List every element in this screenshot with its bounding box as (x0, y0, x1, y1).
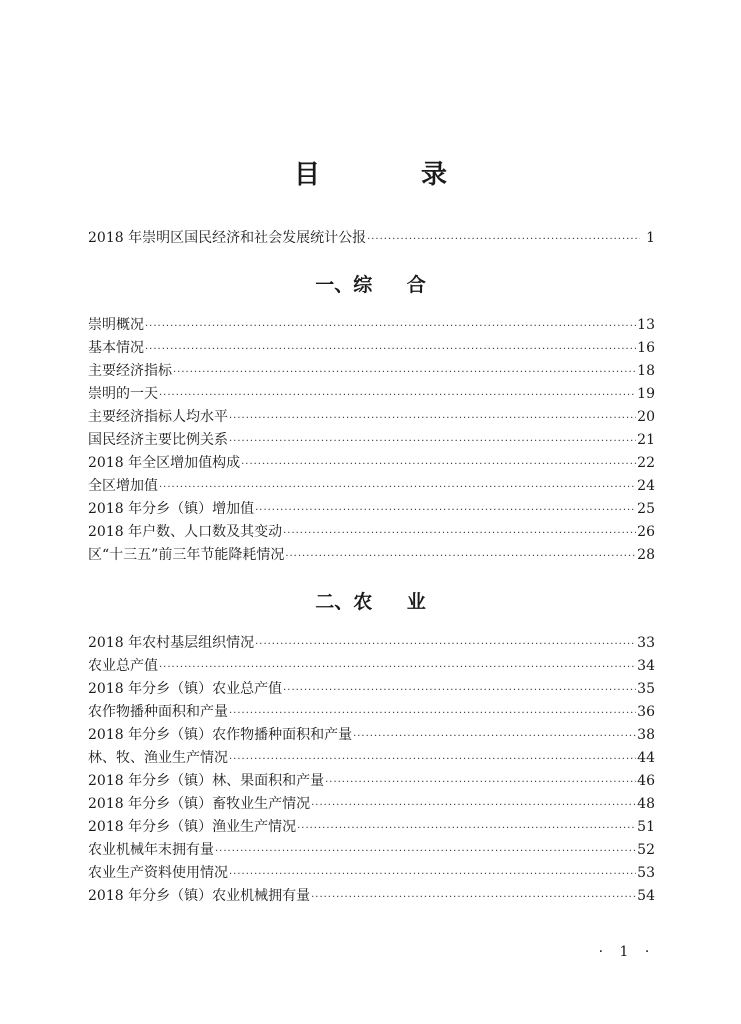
toc-entry[interactable] (88, 655, 655, 678)
toc-entry-label: 全区增加值 (88, 478, 158, 494)
toc-entry-label: 崇明的一天 (88, 386, 158, 402)
toc-entry[interactable] (88, 724, 655, 747)
dot-leader (173, 361, 636, 384)
dot-leader (229, 407, 636, 430)
dot-leader (285, 545, 636, 568)
toc-entry-label: 主要经济指标人均水平 (88, 409, 228, 425)
toc-entry[interactable] (88, 816, 655, 839)
toc-section-general (88, 314, 655, 567)
page-number: · 1 · (598, 944, 656, 960)
toc-entry-page: 28 (637, 547, 655, 563)
toc-section-agriculture (88, 632, 655, 908)
toc-entry-label: 农作物播种面积和产量 (88, 704, 228, 720)
toc-entry-page: 19 (637, 386, 655, 402)
toc-entry[interactable] (88, 337, 655, 360)
dot-leader (255, 633, 636, 656)
dot-leader (311, 886, 636, 909)
toc-entry-label: 2018 年分乡（镇）渔业生产情况 (88, 819, 297, 835)
toc-entry-label: 2018 年分乡（镇）农作物播种面积和产量 (88, 727, 353, 743)
toc-entry-label: 基本情况 (88, 340, 144, 356)
toc-entry[interactable] (88, 544, 655, 567)
toc-entry-page: 35 (637, 681, 655, 697)
toc-entry[interactable] (88, 227, 655, 250)
toc-entry[interactable] (88, 521, 655, 544)
toc-entry-label: 农业生产资料使用情况 (88, 865, 228, 881)
toc-entry-label: 2018 年分乡（镇）农业机械拥有量 (88, 888, 311, 904)
toc-entry[interactable] (88, 701, 655, 724)
toc-entry[interactable] (88, 406, 655, 429)
dot-leader (229, 748, 636, 771)
toc-entry-label: 2018 年农村基层组织情况 (88, 635, 255, 651)
toc-entry-label: 国民经济主要比例关系 (88, 432, 228, 448)
toc-entry-label: 2018 年户数、人口数及其变动 (88, 524, 283, 540)
dot-leader (159, 476, 636, 499)
toc-entry[interactable] (88, 747, 655, 770)
toc-entry-page: 13 (637, 317, 655, 333)
toc-entry-page: 34 (637, 658, 655, 674)
toc-entry[interactable] (88, 429, 655, 452)
dot-leader (229, 430, 636, 453)
dot-leader (145, 338, 636, 361)
toc-entry-page: 52 (637, 842, 655, 858)
toc-entry-label: 区“十三五”前三年节能降耗情况 (88, 547, 285, 563)
dot-leader (229, 702, 636, 725)
dot-leader (283, 522, 636, 545)
toc-entry-label: 农业总产值 (88, 658, 158, 674)
toc-entry-label: 林、牧、渔业生产情况 (88, 750, 228, 766)
section-heading: 二、农 业 (315, 591, 426, 613)
dot-leader (283, 679, 636, 702)
toc-entry-page: 16 (637, 340, 655, 356)
dot-leader (229, 863, 636, 886)
toc-entry[interactable] (88, 383, 655, 406)
toc-entry-label: 主要经济指标 (88, 363, 172, 379)
toc-entry[interactable] (88, 770, 655, 793)
toc-entry[interactable] (88, 793, 655, 816)
toc-entry-label: 崇明概况 (88, 317, 144, 333)
toc-entry-page: 46 (637, 773, 655, 789)
toc-entry[interactable] (88, 475, 655, 498)
toc-entry-page: 26 (637, 524, 655, 540)
toc-entry-page: 21 (637, 432, 655, 448)
toc-entry[interactable] (88, 885, 655, 908)
dot-leader (215, 840, 636, 863)
dot-leader (311, 794, 636, 817)
dot-leader (297, 817, 636, 840)
toc-entry-page: 53 (637, 865, 655, 881)
toc-entry-page: 36 (637, 704, 655, 720)
section-heading: 一、综 合 (315, 274, 426, 296)
toc-entry[interactable] (88, 452, 655, 475)
toc-entry[interactable] (88, 314, 655, 337)
toc-entry[interactable] (88, 498, 655, 521)
toc-intro (88, 227, 655, 250)
toc-entry[interactable] (88, 678, 655, 701)
toc-entry-page: 38 (637, 727, 655, 743)
toc-entry[interactable] (88, 360, 655, 383)
dot-leader (159, 384, 636, 407)
toc-entry[interactable] (88, 862, 655, 885)
toc-entry-page: 25 (637, 501, 655, 517)
page-title: 目 录 (293, 160, 494, 190)
toc-entry-label: 2018 年分乡（镇）林、果面积和产量 (88, 773, 325, 789)
dot-leader (145, 315, 636, 338)
toc-entry-page: 48 (637, 796, 655, 812)
toc-entry-page: 24 (637, 478, 655, 494)
toc-entry[interactable] (88, 632, 655, 655)
toc-entry-label: 2018 年全区增加值构成 (88, 455, 241, 471)
toc-entry-page: 51 (637, 819, 655, 835)
toc-entry-page: 44 (637, 750, 655, 766)
toc-entry-page: 22 (637, 455, 655, 471)
toc-entry-page: 20 (637, 409, 655, 425)
toc-entry-page: 18 (637, 363, 655, 379)
dot-leader (353, 725, 636, 748)
toc-entry-page: 33 (637, 635, 655, 651)
dot-leader (325, 771, 636, 794)
toc-entry-label: 2018 年崇明区国民经济和社会发展统计公报 (88, 230, 367, 246)
toc-entry-label: 2018 年分乡（镇）畜牧业生产情况 (88, 796, 311, 812)
toc-entry-page: 54 (637, 888, 655, 904)
dot-leader (255, 499, 636, 522)
toc-entry-page: 1 (646, 230, 655, 246)
toc-entry-label: 2018 年分乡（镇）农业总产值 (88, 681, 283, 697)
dot-leader (241, 453, 636, 476)
dot-leader (367, 228, 640, 251)
toc-entry[interactable] (88, 839, 655, 862)
dot-leader (159, 656, 636, 679)
toc-entry-label: 2018 年分乡（镇）增加值 (88, 501, 255, 517)
toc-entry-label: 农业机械年末拥有量 (88, 842, 214, 858)
